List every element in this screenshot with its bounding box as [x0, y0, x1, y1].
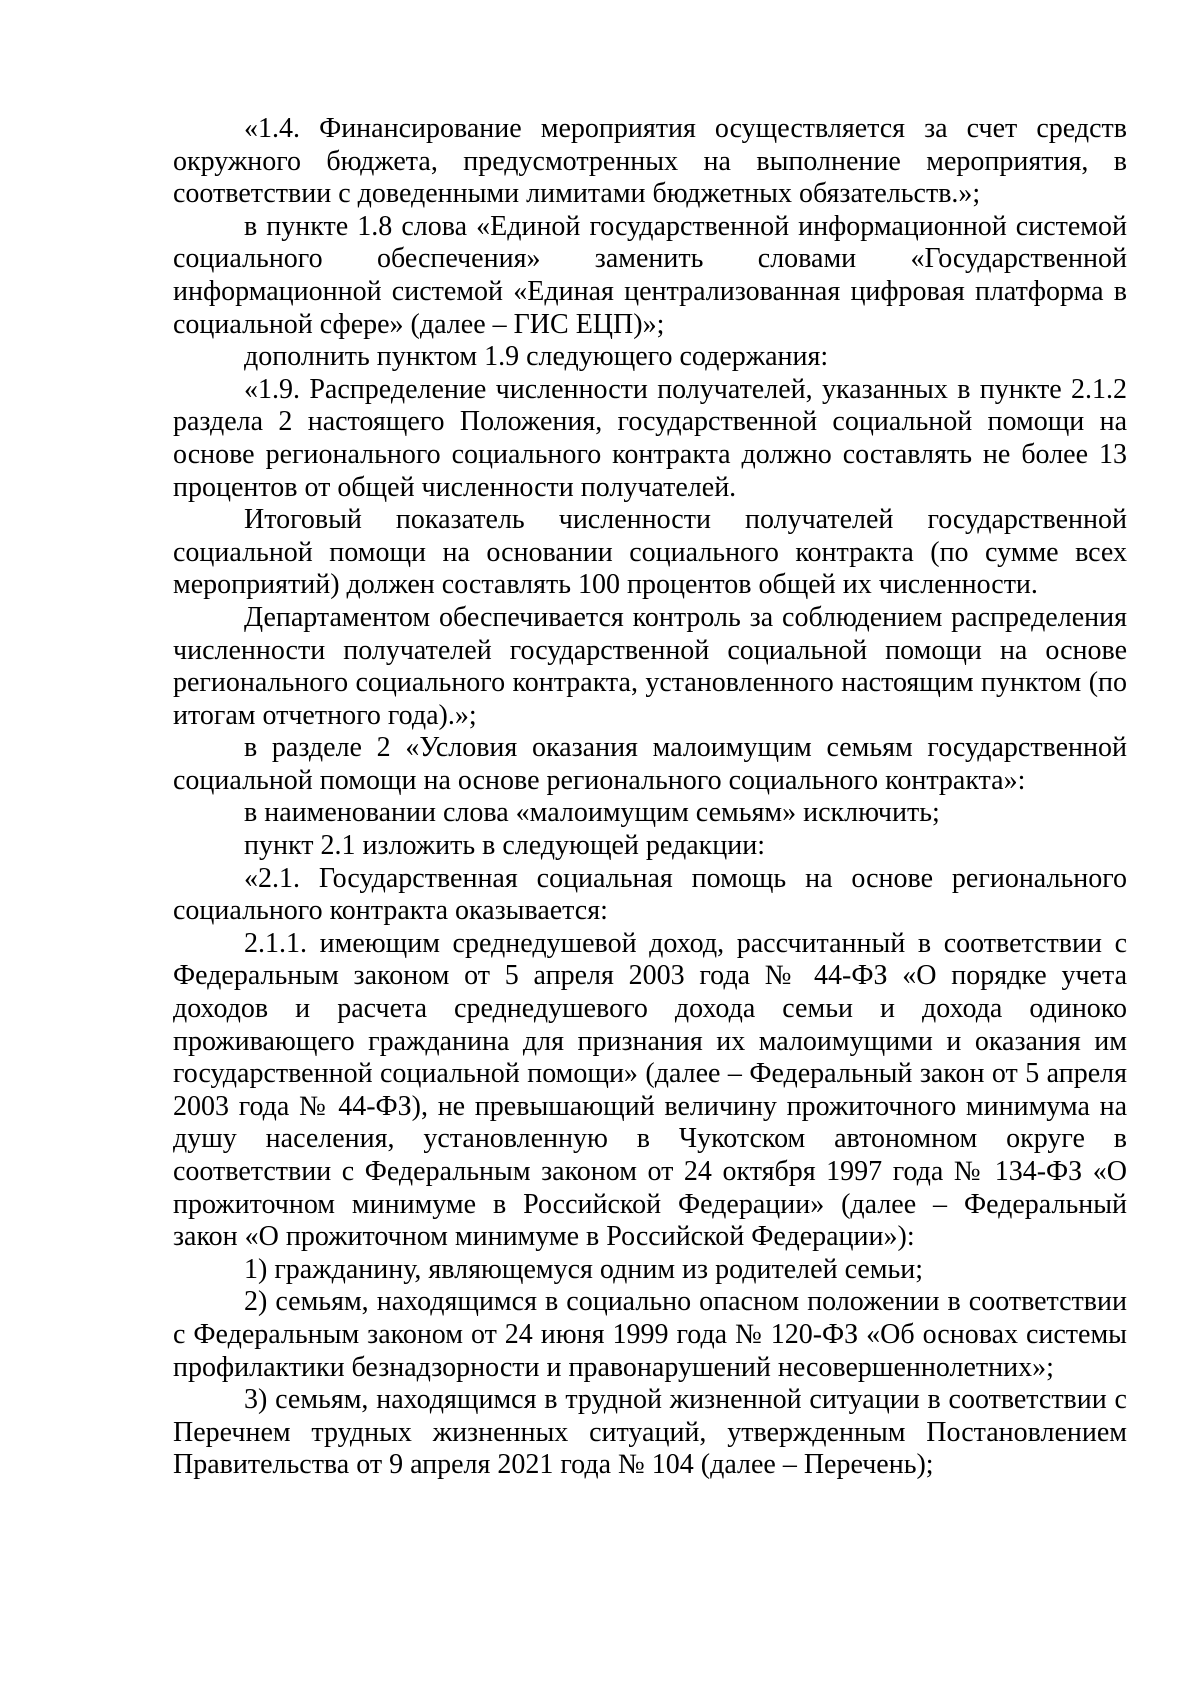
document-body [173, 113, 1127, 1482]
paragraph-total-indicator: Итоговый показатель численности получателей государственной социальной помощи на основании социального контракта (по сумме всех мероприятий) должен составлять 100 процентов общей их численности. [173, 504, 1127, 601]
list-item-2: 2) семьям, находящимся в социально опасном положении в соответствии с Федеральным законом от 24 июня 1999 года № 120-ФЗ «Об основах системы профилактики безнадзорности и правонарушений несовершеннолетних»; [173, 1286, 1127, 1383]
paragraph-1-8-amendment: в пункте 1.8 слова «Единой государственной информационной системой социального обеспечения» заменить словами «Государственной информационной системой «Единая централизованная цифровая платформа в социальной сфере» (далее – ГИС ЕЦП)»; [173, 210, 1127, 340]
paragraph-title-exclusion: в наименовании слова «малоимущим семьям» исключить; [244, 797, 940, 829]
list-item-3: 3) семьям, находящимся в трудной жизненной ситуации в соответствии с Перечнем трудных жизненных ситуаций, утвержденным Постановлением Правительства от 9 апреля 2021 года № 104 (далее – Перечень); [173, 1384, 1127, 1481]
paragraph-department-control: Департаментом обеспечивается контроль за соблюдением распределения численности получателей государственной социальной помощи на основе регионального социального контракта, установленного настоящим пунктом (по итогам отчетного года).»; [173, 601, 1127, 731]
paragraph-2-1-1: 2.1.1. имеющим среднедушевой доход, рассчитанный в соответствии с Федеральным законом от 5 апреля 2003 года № 44-ФЗ «О порядке учета доходов и расчета среднедушевого дохода семьи и дохода одиноко проживающего гражданина для признания их малоимущими и оказания им государственной социальной помощи» (далее – Федеральный закон от 5 апреля 2003 года № 44-ФЗ), не превышающий величину прожиточного минимума на душу населения, установленную в Чукотском автономном округе в соответствии с Федеральным законом от 24 октября 1997 года № 134-ФЗ «О прожиточном минимуме в Российской Федерации» (далее – Федеральный закон «О прожиточном минимуме в Российской Федерации»): [173, 927, 1127, 1253]
paragraph-1-4-financing: «1.4. Финансирование мероприятия осуществляется за счет средств окружного бюджета, предусмотренных на выполнение мероприятия, в соответствии с доведенными лимитами бюджетных обязательств.»; [173, 113, 1127, 210]
paragraph-section-2: в разделе 2 «Условия оказания малоимущим семьям государственной социальной помощи на основе регионального социального контракта»: [173, 732, 1127, 796]
list-item-1: 1) гражданину, являющемуся одним из родителей семьи; [244, 1253, 924, 1285]
paragraph-2-1-intro: «2.1. Государственная социальная помощь на основе регионального социального контракта оказывается: [173, 862, 1127, 927]
paragraph-1-9-distribution: «1.9. Распределение численности получателей, указанных в пункте 2.1.2 раздела 2 настоящего Положения, государственной социальной помощи на основе регионального социального контракта должно составлять не более 13 процентов от общей численности получателей. [173, 373, 1127, 503]
paragraph-add-1-9: дополнить пунктом 1.9 следующего содержания: [244, 341, 829, 373]
paragraph-2-1-restate: пункт 2.1 изложить в следующей редакции: [244, 830, 765, 862]
